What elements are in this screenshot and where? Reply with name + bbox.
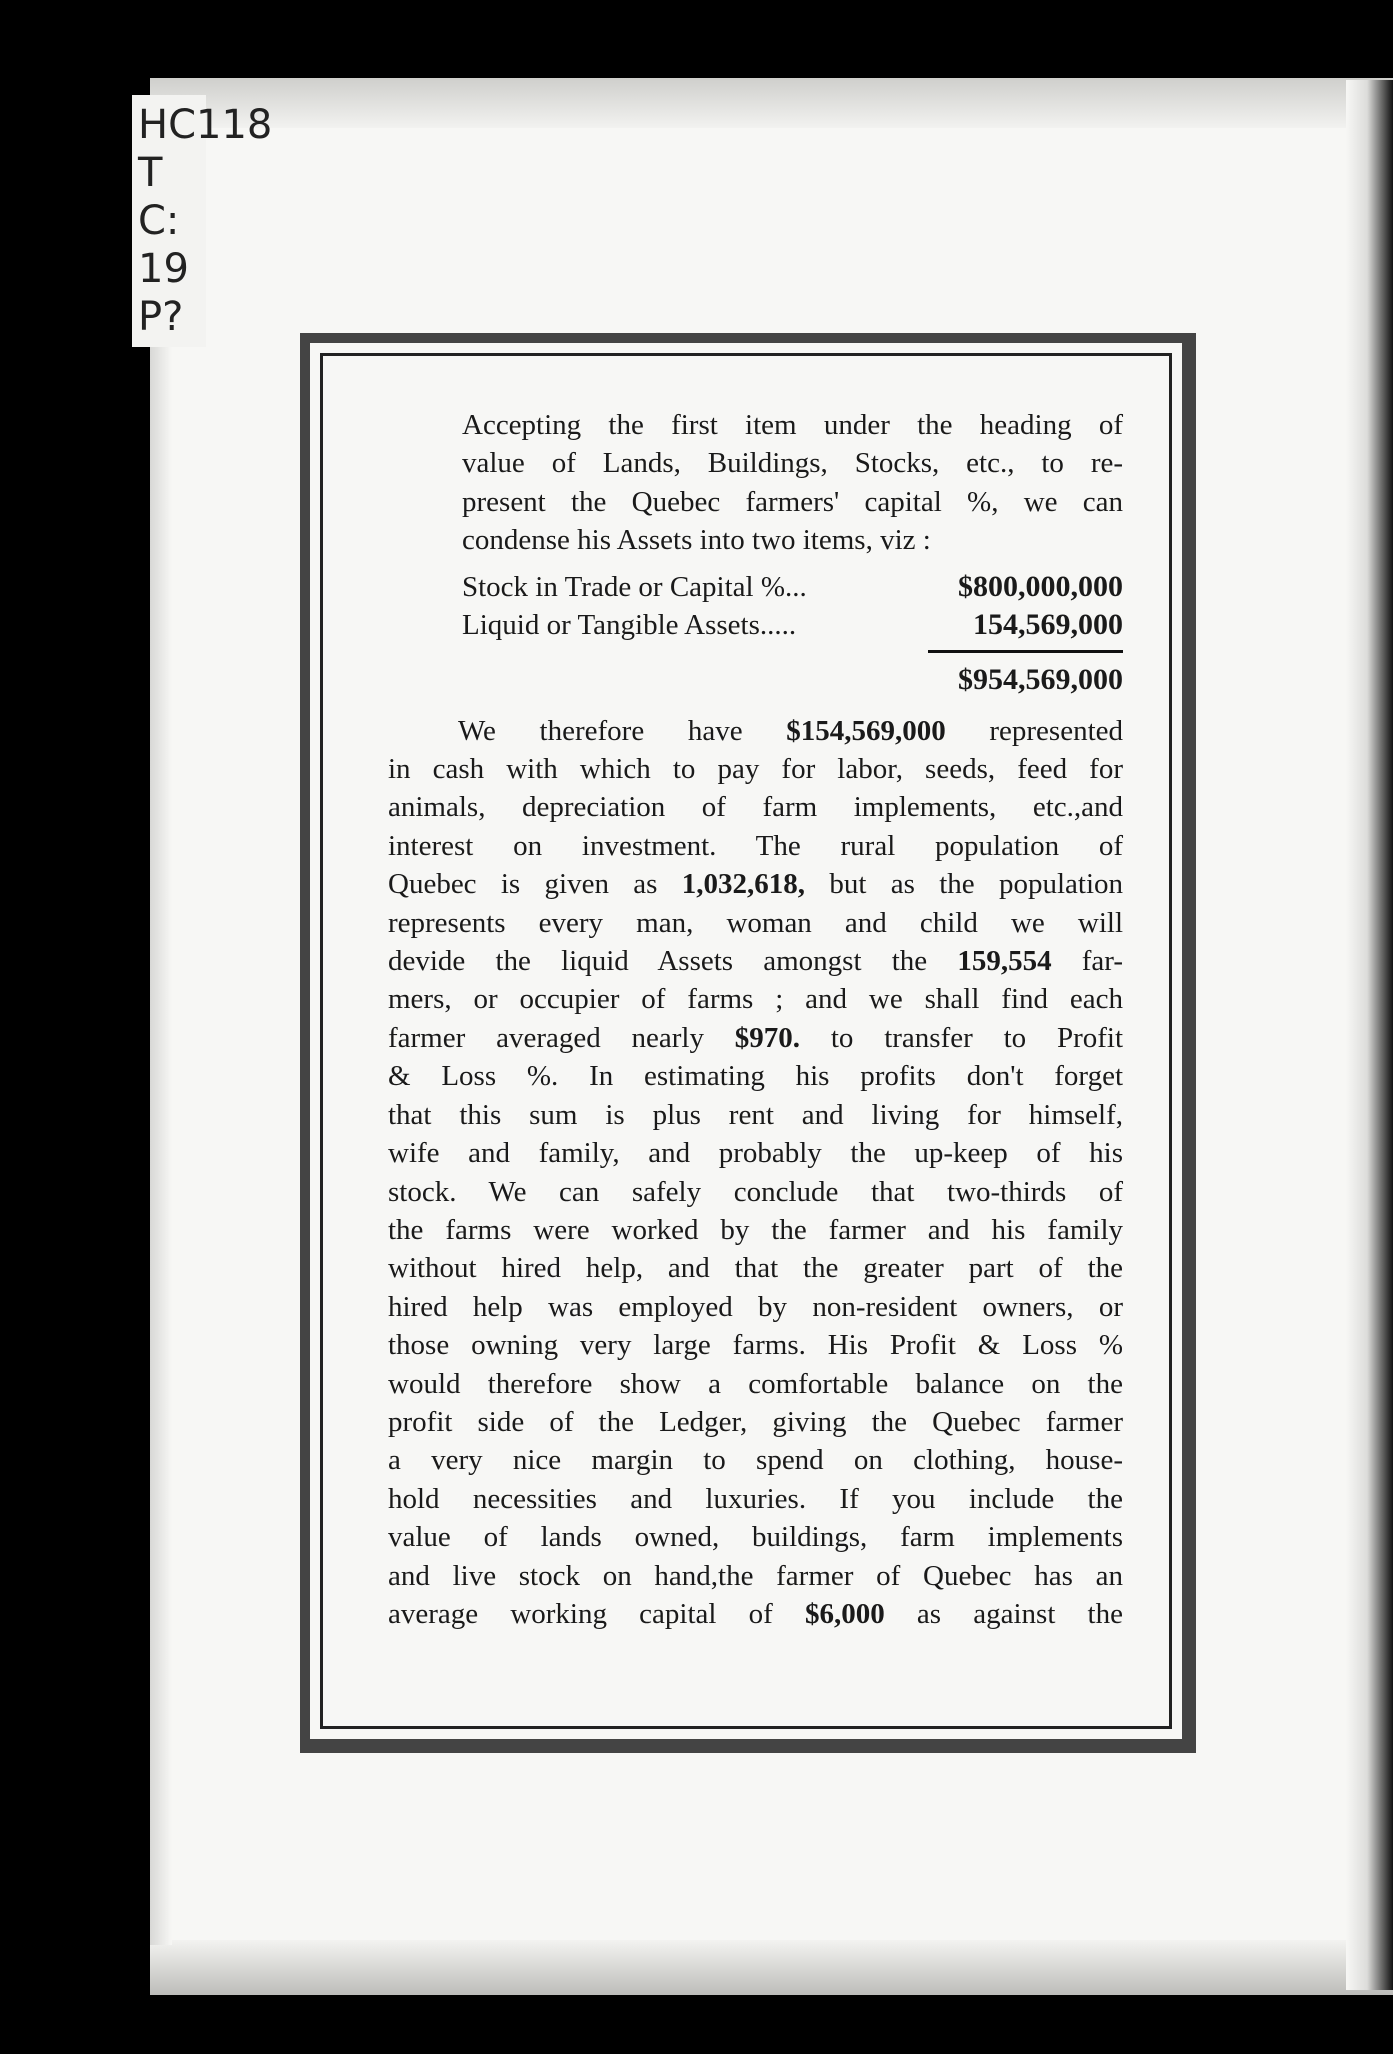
working-capital: $6,000 bbox=[804, 1597, 885, 1630]
page-top-shadow bbox=[150, 78, 1393, 128]
rural-population: 1,032,618, bbox=[681, 868, 806, 901]
text-line: animals, depreciation of farm implements, etc.,and bbox=[388, 791, 1123, 824]
text-line: devide the liquid Assets amongst the 159,554 far- bbox=[388, 945, 1124, 978]
page-bottom-shadow bbox=[150, 1940, 1393, 1995]
text-line: mers, or occupier of farms ; and we shall find each bbox=[388, 983, 1123, 1016]
text-line: average working capital of $6,000 as against the bbox=[388, 1597, 1123, 1630]
text-line: without hired help, and that the greater part of the bbox=[388, 1252, 1123, 1285]
asset-row-stock bbox=[462, 568, 1123, 606]
text-line: stock. We can safely conclude that two-thirds of bbox=[388, 1175, 1123, 1208]
asset-row-liquid bbox=[462, 606, 1123, 644]
text-line: Quebec is given as 1,032,618, but as the population bbox=[388, 868, 1123, 901]
text-line: the farms were worked by the farmer and his family bbox=[388, 1213, 1123, 1246]
text-line: profit side of the Ledger, giving the Quebec farmer bbox=[388, 1405, 1123, 1438]
text-line: a very nice margin to spend on clothing, house- bbox=[388, 1444, 1123, 1477]
text-line: We therefore have $154,569,000 represented bbox=[458, 714, 1123, 747]
text-line: Accepting the first item under the heading of bbox=[462, 409, 1123, 441]
body-paragraph bbox=[388, 712, 1123, 1634]
text-line: hold necessities and luxuries. If you include the bbox=[388, 1482, 1123, 1515]
handwritten-call-number: HC118 T C: 19 P? bbox=[132, 95, 206, 347]
asset-amount: 154,569,000 bbox=[973, 607, 1123, 641]
text-line: wife and family, and probably the up-keep of his bbox=[388, 1137, 1123, 1170]
asset-label: Liquid or Tangible Assets..... bbox=[462, 608, 797, 641]
text-line: interest on investment. The rural population of bbox=[388, 829, 1123, 862]
farmer-count: 159,554 bbox=[957, 945, 1052, 978]
document-text bbox=[388, 406, 1123, 1633]
text-line: in cash with which to pay for labor, seeds, feed for bbox=[388, 753, 1123, 786]
page-left-edge bbox=[150, 125, 172, 1945]
intro-paragraph bbox=[462, 406, 1123, 560]
amount-liquid: $154,569,000 bbox=[786, 714, 946, 747]
text-line: represents every man, woman and child we will bbox=[388, 906, 1123, 939]
asset-total: $954,569,000 bbox=[958, 662, 1123, 696]
text-line: & Loss %. In estimating his profits don't forget bbox=[388, 1060, 1123, 1093]
text-line: value of lands owned, buildings, farm implements bbox=[388, 1521, 1123, 1554]
text-line: and live stock on hand,the farmer of Quebec has an bbox=[388, 1559, 1123, 1592]
text-line: those owning very large farms. His Profit & Loss % bbox=[388, 1329, 1123, 1362]
text-line: condense his Assets into two items, viz : bbox=[462, 524, 931, 557]
text-line: would therefore show a comfortable balance on the bbox=[388, 1367, 1123, 1400]
text-line: farmer averaged nearly $970. to transfer to Profit bbox=[388, 1021, 1123, 1054]
text-line: that this sum is plus rent and living for himself, bbox=[388, 1098, 1123, 1131]
asset-amount: $800,000,000 bbox=[958, 569, 1123, 603]
text-line: hired help was employed by non-resident owners, or bbox=[388, 1290, 1123, 1323]
sum-rule bbox=[462, 644, 1123, 656]
text-line: present the Quebec farmers' capital %, we can bbox=[462, 485, 1123, 518]
text-line: value of Lands, Buildings, Stocks, etc., to re- bbox=[462, 447, 1123, 480]
average-per-farmer: $970. bbox=[734, 1021, 801, 1054]
asset-label: Stock in Trade or Capital %... bbox=[462, 570, 807, 603]
page-right-edge bbox=[1346, 80, 1393, 1990]
